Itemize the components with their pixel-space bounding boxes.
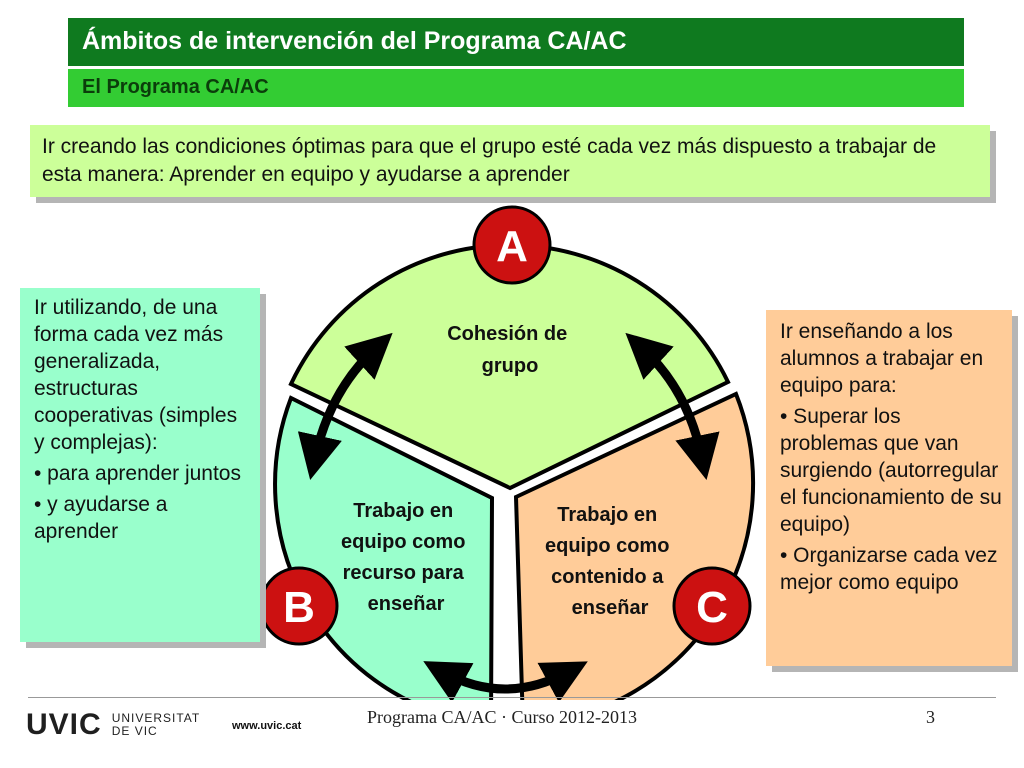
top-text-box [30,125,990,197]
segment-b-label-line1: Trabajo en [353,500,454,522]
badge-a-letter: A [496,222,528,271]
page-number: 3 [926,707,935,727]
segment-c-label-line1: Trabajo en [557,504,658,526]
left-box-bullets [34,460,250,545]
segment-b-label-line3: recurso para [342,562,464,584]
badge-c-letter: C [696,583,728,632]
left-box-bullet-1: • para aprender juntos [34,462,241,485]
segment-c-label-line4: enseñar [571,597,649,619]
left-text-box [20,288,260,642]
right-box-intro: Ir enseñando a los alumnos a trabajar en equipo para: [780,320,984,397]
website-link[interactable]: www.uvic.cat [232,720,302,732]
slide-title: Ámbitos de intervención del Programa CA/AC [68,18,964,66]
right-text-box [766,310,1012,666]
footer-caption: Programa CA/AC · Curso 2012-2013 [367,707,637,727]
segment-a-label-line2: grupo [481,355,539,377]
segment-a-label-line1: Cohesión de [447,323,568,345]
segment-b-label-line2: equipo como [340,531,466,553]
top-box-text: Ir creando las condiciones óptimas para que el grupo esté cada vez más dispuesto a trabajar de esta manera: Aprender en equipo y ayudarse a aprender [42,135,937,186]
left-box-bullet-2: • y ayudarse a aprender [34,493,168,543]
logo-line-2: DE VIC [111,724,158,738]
uvic-logo [26,708,200,742]
right-box-bullets [780,403,1002,596]
segment-c-label-line2: equipo como [544,535,670,557]
right-box-bullet-2: • Organizarse cada vez mejor como equipo [780,544,998,594]
badge-b-letter: B [283,583,315,632]
segment-c-label-line3: contenido a [551,566,664,588]
logo-line-1: UNIVERSITAT [111,711,201,725]
segment-b-label-line4: enseñar [367,593,445,615]
right-box-bullet-1: • Superar los problemas que van surgiendo (autorregular el funcionamiento de su equipo) [780,405,1002,536]
logo-sub-text [112,712,201,738]
left-box-intro: Ir utilizando, de una forma cada vez más generalizada, estructuras cooperativas (simples y complejas): [34,296,238,454]
cycle-diagram [240,200,780,700]
logo-main-text: UVIC [26,708,102,741]
footer-divider [28,697,996,698]
slide-subtitle: El Programa CA/AC [68,69,964,107]
